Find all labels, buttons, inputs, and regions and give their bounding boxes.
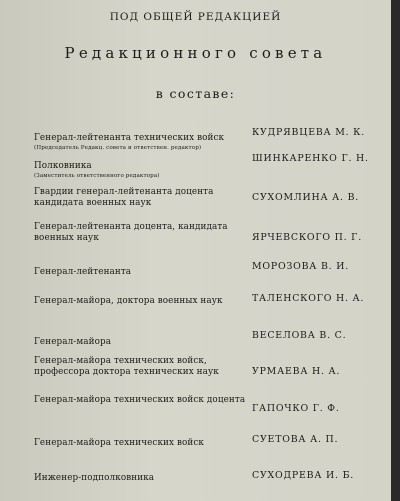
member-rank: Генерал-майора технических войск <box>34 438 205 448</box>
member-name: СУЕТОВА А. П. <box>252 434 339 445</box>
member-name: СУХОДРЕВА И. Б. <box>252 470 355 481</box>
member-rank: Полковника (Заместитель ответственного редактора) <box>34 161 264 180</box>
member-rank: Генерал-лейтенанта технических войск (Председатель Редакц. совета и ответствен. редактор) <box>34 133 264 152</box>
member-note: (Заместитель ответственного редактора) <box>34 173 160 179</box>
member-rank: Генерал-майора, доктора военных наук <box>34 296 223 306</box>
member-name: СУХОМЛИНА А. В. <box>252 192 360 203</box>
member-name: КУДРЯВЦЕВА М. К. <box>252 127 366 138</box>
header-line-council: Редакционного совета <box>64 44 327 62</box>
member-name: ШИНКАРЕНКО Г. Н. <box>252 153 369 164</box>
member-name: УРМАЕВА Н. А. <box>252 366 341 377</box>
member-rank: Генерал-майора технических войск доцента <box>34 395 246 405</box>
member-rank: Генерал-лейтенанта доцента, кандидата военных наук <box>34 222 228 243</box>
member-rank: Гвардии генерал-лейтенанта доцента кандидата военных наук <box>34 187 214 208</box>
member-name: МОРОЗОВА В. И. <box>252 261 349 272</box>
member-rank: Генерал-майора технических войск, профессора доктора технических наук <box>34 356 219 377</box>
member-name: ВЕСЕЛОВА В. С. <box>252 330 347 341</box>
member-rank: Генерал-майора <box>34 337 112 347</box>
member-name: ТАЛЕНСКОГО Н. А. <box>252 293 365 304</box>
member-note: (Председатель Редакц. совета и ответствен. редактор) <box>34 145 202 151</box>
header-line-composition: в составе: <box>155 86 236 101</box>
member-name: ГАПОЧКО Г. Ф. <box>252 403 340 414</box>
member-rank: Инженер-подполковника <box>34 473 155 483</box>
member-name: ЯРЧЕВСКОГО П. Г. <box>252 232 362 243</box>
header-line-editorship: ПОД ОБЩЕЙ РЕДАКЦИЕЙ <box>109 11 282 23</box>
member-rank: Генерал-лейтенанта <box>34 267 132 277</box>
